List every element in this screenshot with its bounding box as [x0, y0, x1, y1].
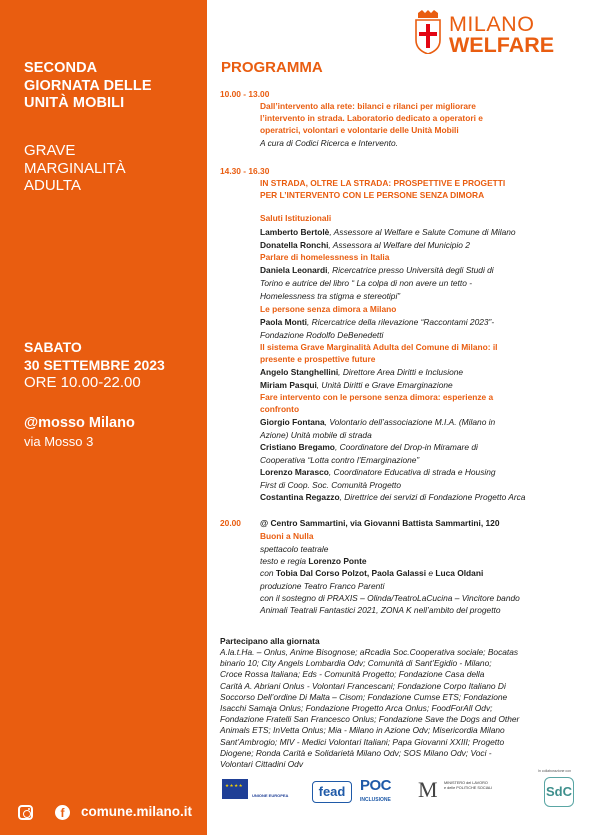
speaker [260, 240, 470, 251]
ministero-label [444, 781, 492, 791]
participants-line: A.la.t.Ha. – Onlus, Anime Bisognose; aRcadia Soc.Cooperativa sociale; Bocatas [220, 647, 519, 657]
session-title-line: IN STRADA, OLTRE LA STRADA: PROSPETTIVE E PROGETTI [260, 178, 506, 188]
speaker-role: , Volontario dell’associazione M.I.A. (Milano in [324, 417, 496, 427]
subsection-title: Le persone senza dimora a Milano [260, 304, 397, 314]
speaker [260, 492, 525, 503]
participants-line: Volontari Cittadini Odv [220, 759, 304, 770]
speaker [260, 380, 453, 391]
event-hours: ORE 10.00-22.00 [24, 374, 141, 391]
event-day: SABATO [24, 339, 82, 355]
participants-line: Isacchi Samaja Onlus; Fondazione Progetto Arca Onlus; FoodForAll Odv; [220, 703, 493, 714]
program-heading: PROGRAMMA [221, 59, 323, 76]
left-panel [0, 0, 207, 835]
speaker-name: Giorgio Fontana [260, 417, 325, 427]
show-support: Animali Teatrali Fantastici 2021, ZONA K nell’ambito del progetto [260, 605, 501, 615]
show-direction-label: testo e regia [260, 556, 309, 566]
facebook-icon[interactable]: f [55, 805, 70, 820]
speaker-role: , Assessora al Welfare del Municipio 2 [328, 240, 470, 250]
speaker-name: Miriam Pasqui [260, 380, 317, 390]
brand-line-2: WELFARE [449, 33, 555, 57]
speaker-role: , Ricercatrice presso Università degli Studi di [327, 265, 494, 275]
speaker-name: Costantina Regazzo [260, 492, 340, 502]
speaker-name: Cristiano Bregamo [260, 442, 335, 452]
participants-line: Fondazione Fratelli San Francesco Onlus; Fondazione Save the Dogs and Other [220, 714, 520, 725]
brand-line-1: MILANO [449, 12, 535, 36]
event-address: via Mosso 3 [24, 434, 94, 449]
collab-label: In collaborazione con [538, 769, 572, 773]
subsection-title: Il sistema Grave Marginalità Adulta del Comune di Milano: il [260, 342, 498, 352]
participants-list [220, 647, 588, 770]
participants-line: Soccorso Dell’ordine Di Malta – Cisom; Fondazione Cumse ETS; Fondazione [220, 691, 508, 702]
event-venue: @mosso Milano [24, 415, 135, 431]
speaker [260, 467, 496, 478]
speaker [260, 367, 463, 378]
speaker-name: Donatella Ronchi [260, 240, 329, 250]
speaker-role: , Unità Diritti e Grave Emarginazione [316, 380, 453, 390]
milano-welfare-logo [414, 10, 589, 62]
speaker [260, 442, 478, 453]
eu-label: UNIONE EUROPEA [252, 793, 289, 798]
speaker-role: , Coordinatore Educativa di strada e Housing [328, 467, 496, 477]
participants-line: Diogene; Ronda Carità e Solidarietà Milano Odv; SOS Milano Odv; Voci - [220, 747, 492, 758]
speaker-role-cont: Cooperativa “Lotta contro l’Emarginazione” [260, 455, 420, 465]
speaker-name: Paola Monti [260, 317, 307, 327]
milano-crest-icon [414, 10, 442, 54]
show-production: produzione Teatro Franco Parenti [260, 581, 385, 591]
speaker-role: , Direttrice dei servizi di Fondazione Progetto Arca [339, 492, 526, 502]
show-type: spettacolo teatrale [260, 544, 329, 554]
speaker-name: Angelo Stanghellini [260, 367, 339, 377]
session-title-line: operatrici, volontari e volontarie delle Unità Mobili [260, 125, 459, 135]
speaker-role: , Assessore al Welfare e Salute Comune di Milano [329, 227, 516, 237]
participants-line: binario 10; City Angels Lombardia Odv; Comunità di Sant’Egidio - Milano; [220, 658, 492, 669]
event-subtitle [24, 142, 126, 195]
cast-member: Tobia Dal Corso Polzot [275, 568, 367, 578]
poc-sub-label: INCLUSIONE [360, 797, 391, 803]
subsection-title: Parlare di homelessness in Italia [260, 252, 390, 262]
speaker [260, 317, 494, 328]
event-subtitle-line: MARGINALITÀ [24, 159, 126, 177]
subsection-title: confronto [260, 404, 300, 414]
ministero-line: MINISTERO del LAVORO [444, 781, 488, 785]
ministero-line: e delle POLITICHE SOCIALI [444, 786, 493, 790]
speaker-role-cont: First di Coop. Soc. Comunità Progetto [260, 480, 402, 490]
speaker [260, 265, 494, 276]
event-date: 30 SETTEMBRE 2023 [24, 357, 165, 373]
event-subtitle-line: ADULTA [24, 177, 81, 194]
speaker-role: , Coordinatore del Drop-in Miramare di [334, 442, 478, 452]
show-cast-label: con [260, 568, 276, 578]
speaker-name: Daniela Leonardi [260, 265, 328, 275]
cast-separator: e [426, 568, 436, 578]
speaker-role-cont: Fondazione Rodolfo DeBenedetti [260, 330, 384, 340]
partner-logos [218, 771, 588, 815]
subsection-title: Fare intervento con le persone senza dimora: esperienze a [260, 392, 494, 402]
event-title-line: SECONDA [24, 60, 98, 76]
session-title-line: Dall’intervento alla rete: bilanci e rilanci per migliorare [260, 101, 476, 111]
instagram-icon[interactable] [18, 805, 33, 820]
event-title-line: UNITÀ MOBILI [24, 95, 125, 111]
cast-separator: , [366, 568, 372, 578]
session-title-line: l’intervento in strada. Laboratorio dedicato a operatori e [260, 113, 483, 123]
cast-member: Paola Galassi [371, 568, 427, 578]
participants-line: Carità A. Abriani Onlus - Volontari Francescani; Fondazione Corpo Italiano Di [220, 680, 506, 691]
speaker-name: Lorenzo Marasco [260, 467, 329, 477]
poc-logo: POC [360, 777, 392, 794]
speaker-role-cont: Torino e autrice del libro “ La colpa di non avere un tetto - [260, 278, 472, 288]
website-link[interactable]: comune.milano.it [81, 804, 193, 819]
session-note: A cura di Codici Ricerca e Intervento. [260, 138, 398, 148]
session-time: 20.00 [220, 518, 241, 528]
speaker-role: , Direttore Area Diritti e Inclusione [338, 367, 464, 377]
cast-member: Luca Oldani [435, 568, 484, 578]
participants-line: Croce Rossa Italiana; Eds - Comunità Progetto; Fondazione Casa della [220, 669, 485, 680]
subsection-title: Saluti Istituzionali [260, 213, 332, 223]
show-support: con il sostegno di PRAXIS – Olinda/TeatroLaCucina – Vincitore bando [260, 593, 520, 603]
session-place: @ Centro Sammartini, via Giovanni Battista Sammartini, 120 [260, 518, 500, 528]
sdc-logo: SdC [544, 777, 574, 807]
subsection-title: presente e prospettive future [260, 354, 376, 364]
speaker-role-cont: Azione) Unità mobile di strada [260, 430, 372, 440]
show-title: Buoni a Nulla [260, 531, 314, 541]
fead-logo: fead [312, 781, 352, 803]
speaker [260, 417, 495, 428]
show-cast [260, 568, 483, 579]
ministero-logo-icon: M [418, 777, 438, 802]
speaker-role-cont: Homelessness tra stigma e stereotipi” [260, 291, 401, 301]
participants-line: Sant’Ambrogio; MIV - Medici Volontari Italiani; Papa Giovanni XXIII; Progetto [220, 736, 505, 747]
event-subtitle-line: GRAVE [24, 142, 76, 159]
participants-heading: Partecipano alla giornata [220, 636, 320, 646]
speaker [260, 227, 516, 238]
session-time: 10.00 - 13.00 [220, 89, 270, 99]
show-direction [260, 556, 367, 567]
speaker-name: Lamberto Bertolè [260, 227, 330, 237]
event-title [24, 60, 204, 113]
speaker-role: , Ricercatrice della rilevazione “Raccontami 2023”- [307, 317, 495, 327]
eu-flag-icon [222, 779, 248, 799]
session-title-line: PER L’INTERVENTO CON LE PERSONE SENZA DIMORA [260, 190, 485, 200]
social-footer [0, 796, 207, 835]
show-director: Lorenzo Ponte [308, 556, 367, 566]
event-title-line: GIORNATA DELLE [24, 77, 152, 94]
participants-line: Animals ETS; InVetta Onlus; Mia - Milano in Azione Odv; Misericordia Milano [220, 725, 505, 736]
session-time: 14.30 - 16.30 [220, 166, 270, 176]
